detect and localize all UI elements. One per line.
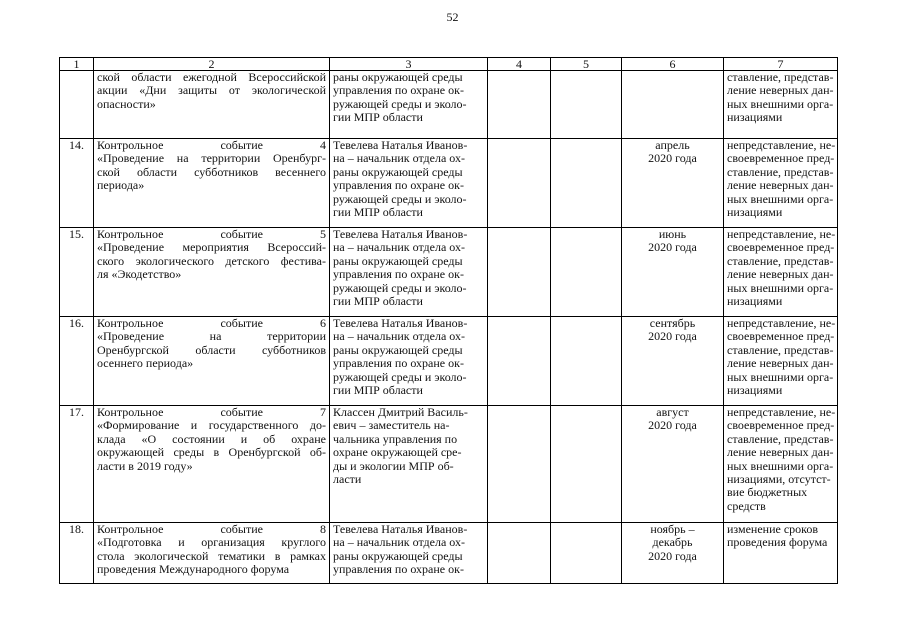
event-cell	[94, 523, 330, 584]
risk-cell	[724, 139, 838, 228]
responsible-cell	[330, 317, 488, 406]
cell-line: низациями	[727, 205, 783, 220]
cell-line: ружающей среды и эколо-	[333, 280, 467, 295]
risk-cell	[724, 406, 838, 523]
column-4-cell	[488, 139, 551, 228]
cell-line: евич – заместитель на-	[333, 418, 450, 433]
event-cell	[94, 139, 330, 228]
cell-line: на – начальник отдела ох-	[333, 240, 465, 255]
header-row	[60, 58, 838, 71]
cell-line: ных внешними орга-	[727, 369, 834, 384]
row-number: 17.	[60, 406, 94, 523]
event-cell	[94, 317, 330, 406]
column-4-cell	[488, 317, 551, 406]
row-number	[60, 71, 94, 139]
cell-line: изменение сроков	[727, 522, 819, 536]
cell-line: июнь	[658, 227, 687, 241]
cell-line: ных внешними орга-	[727, 458, 834, 473]
cell-line: управления по охране ок-	[333, 562, 464, 577]
cell-line: раны окружающей среды	[333, 342, 463, 357]
column-5-cell	[551, 139, 622, 228]
cell-line: осеннего периода»	[97, 356, 194, 371]
cell-line: Тевелева Наталья Иванов-	[333, 522, 468, 536]
deadline-cell	[622, 139, 724, 228]
cell-line: раны окружающей среды	[333, 164, 463, 179]
column-5-cell	[551, 523, 622, 584]
cell-line: управления по охране ок-	[333, 178, 464, 193]
column-5-cell	[551, 317, 622, 406]
cell-line: 2020 года	[648, 151, 697, 166]
responsible-cell	[330, 523, 488, 584]
cell-line: гии МПР области	[333, 205, 423, 220]
row-number: 15.	[60, 228, 94, 317]
header-cell: 7	[724, 58, 838, 71]
cell-line: ля «Экодетство»	[97, 267, 182, 282]
cell-line: ружающей среды и эколо-	[333, 191, 467, 206]
cell-line: ружающей среды и эколо-	[333, 96, 467, 111]
header-cell: 5	[551, 58, 622, 71]
cell-line: непредставление, не-	[727, 138, 836, 152]
row-number: 16.	[60, 317, 94, 406]
deadline-cell	[622, 317, 724, 406]
column-5-cell	[551, 71, 622, 139]
cell-line: своевременное пред-	[727, 329, 835, 344]
cell-line: ление неверных дан-	[727, 83, 834, 98]
cell-line: ды и экологии МПР об-	[333, 458, 454, 473]
cell-line: ружающей среды и эколо-	[333, 369, 467, 384]
cell-line: стола экологической тематики в рамках	[97, 548, 326, 563]
cell-line: своевременное пред-	[727, 418, 835, 433]
risk-cell	[724, 317, 838, 406]
cell-line: раны окружающей среды	[333, 548, 463, 563]
header-cell: 3	[330, 58, 488, 71]
table-row	[60, 139, 838, 228]
deadline-cell	[622, 523, 724, 584]
cell-line: ных внешними орга-	[727, 191, 834, 206]
cell-line: низациями	[727, 383, 783, 398]
cell-line: Контрольное событие 5	[97, 227, 326, 241]
risk-cell	[724, 228, 838, 317]
deadline-cell	[622, 71, 724, 139]
cell-line: гии МПР области	[333, 294, 423, 309]
table-row	[60, 523, 838, 584]
cell-line: гии МПР области	[333, 383, 423, 398]
header-cell: 1	[60, 58, 94, 71]
header-cell: 2	[94, 58, 330, 71]
column-5-cell	[551, 406, 622, 523]
cell-line: непредставление, не-	[727, 316, 836, 330]
cell-line: «Формирование и государственного до-	[97, 418, 326, 433]
cell-line: август	[656, 405, 689, 419]
cell-line: гии МПР области	[333, 110, 423, 125]
responsible-cell	[330, 139, 488, 228]
cell-line: Контрольное событие 4	[97, 138, 326, 152]
cell-line: средств	[727, 498, 766, 513]
cell-line: ласти в 2019 году»	[97, 458, 193, 473]
cell-line: ставление, представ-	[727, 431, 834, 446]
event-cell	[94, 228, 330, 317]
cell-line: Тевелева Наталья Иванов-	[333, 138, 468, 152]
cell-line: ление неверных дан-	[727, 178, 834, 193]
cell-line: Контрольное событие 6	[97, 316, 326, 330]
cell-line: раны окружающей среды	[333, 253, 463, 268]
cell-line: управления по охране ок-	[333, 356, 464, 371]
cell-line: раны окружающей среды	[333, 70, 463, 84]
page-number: 52	[446, 10, 459, 24]
cell-line: ставление, представ-	[727, 342, 834, 357]
cell-line: 2020 года	[648, 329, 697, 344]
cell-line: клада «О состоянии и об охране	[97, 431, 326, 446]
cell-line: 2020 года	[648, 418, 697, 433]
cell-line: опасности»	[97, 96, 156, 111]
cell-line: акции «Дни защиты от экологической	[97, 83, 326, 98]
cell-line: ставление, представ-	[727, 70, 834, 84]
cell-line: 2020 года	[648, 240, 697, 255]
cell-line: своевременное пред-	[727, 151, 835, 166]
cell-line: окружающей среды в Оренбургской об-	[97, 445, 326, 460]
cell-line: своевременное пред-	[727, 240, 835, 255]
cell-line: апрель	[655, 138, 690, 152]
cell-line: непредставление, не-	[727, 227, 836, 241]
row-number: 18.	[60, 523, 94, 584]
cell-line: Тевелева Наталья Иванов-	[333, 227, 468, 241]
cell-line: вие бюджетных	[727, 485, 808, 500]
cell-line: низациями, отсутст-	[727, 472, 831, 487]
table-row	[60, 71, 838, 139]
table-row	[60, 317, 838, 406]
header-cell: 6	[622, 58, 724, 71]
cell-line: на – начальник отдела ох-	[333, 151, 465, 166]
cell-line: ление неверных дан-	[727, 267, 834, 282]
control-events-table	[59, 57, 838, 584]
risk-cell	[724, 523, 838, 584]
cell-line: Классен Дмитрий Василь-	[333, 405, 468, 419]
cell-line: охране окружающей сре-	[333, 445, 462, 460]
risk-cell	[724, 71, 838, 139]
responsible-cell	[330, 406, 488, 523]
cell-line: ского экологического детского фестива-	[97, 253, 326, 268]
cell-line: «Проведение мероприятия Всероссий-	[97, 240, 326, 255]
column-4-cell	[488, 228, 551, 317]
cell-line: «Проведение на территории	[97, 329, 326, 344]
cell-line: Тевелева Наталья Иванов-	[333, 316, 468, 330]
cell-line: управления по охране ок-	[333, 267, 464, 282]
cell-line: ской области субботников весеннего	[97, 164, 326, 179]
cell-line: низациями	[727, 294, 783, 309]
cell-line: ноябрь –	[650, 522, 695, 536]
cell-line: проведения Международного форума	[97, 562, 290, 577]
cell-line: проведения форума	[727, 535, 828, 550]
row-number: 14.	[60, 139, 94, 228]
table-row	[60, 406, 838, 523]
deadline-cell	[622, 228, 724, 317]
column-4-cell	[488, 71, 551, 139]
cell-line: периода»	[97, 178, 145, 193]
cell-line: непредставление, не-	[727, 405, 836, 419]
table-row	[60, 228, 838, 317]
cell-line: ставление, представ-	[727, 253, 834, 268]
cell-line: ской области ежегодной Всероссийской	[97, 70, 326, 84]
cell-line: 2020 года	[648, 548, 697, 563]
cell-line: ставление, представ-	[727, 164, 834, 179]
cell-line: Контрольное событие 7	[97, 405, 326, 419]
event-cell	[94, 71, 330, 139]
cell-line: чальника управления по	[333, 431, 458, 446]
event-cell	[94, 406, 330, 523]
cell-line: Оренбургской области субботников	[97, 342, 326, 357]
deadline-cell	[622, 406, 724, 523]
cell-line: сентябрь	[649, 316, 696, 330]
responsible-cell	[330, 71, 488, 139]
responsible-cell	[330, 228, 488, 317]
column-5-cell	[551, 228, 622, 317]
header-cell: 4	[488, 58, 551, 71]
cell-line: на – начальник отдела ох-	[333, 329, 465, 344]
cell-line: ление неверных дан-	[727, 445, 834, 460]
cell-line: ление неверных дан-	[727, 356, 834, 371]
cell-line: «Проведение на территории Оренбург-	[97, 151, 326, 166]
column-4-cell	[488, 523, 551, 584]
cell-line: ных внешними орга-	[727, 96, 834, 111]
cell-line: Контрольное событие 8	[97, 522, 326, 536]
cell-line: ных внешними орга-	[727, 280, 834, 295]
cell-line: «Подготовка и организация круглого	[97, 535, 326, 550]
cell-line: на – начальник отдела ох-	[333, 535, 465, 550]
cell-line: декабрь	[652, 535, 693, 550]
cell-line: ласти	[333, 472, 362, 487]
column-4-cell	[488, 406, 551, 523]
cell-line: низациями	[727, 110, 783, 125]
cell-line: управления по охране ок-	[333, 83, 464, 98]
